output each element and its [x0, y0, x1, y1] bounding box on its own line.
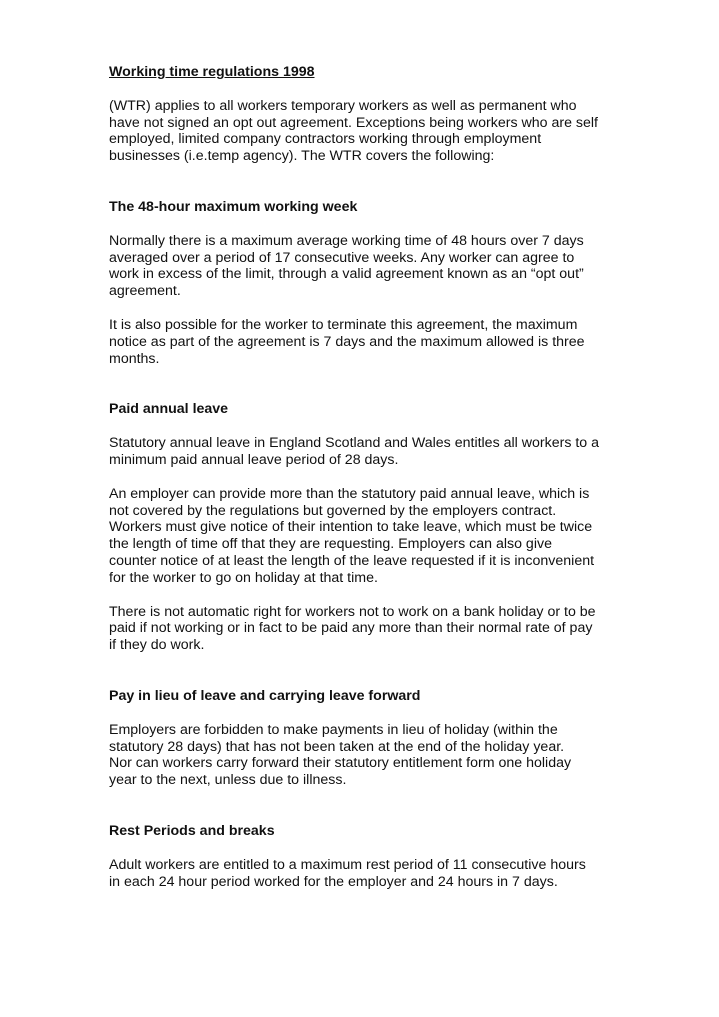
text-line: An employer can provide more than the statutory paid annual leave, which is	[109, 485, 590, 502]
text-line: notice as part of the agreement is 7 days and the maximum allowed is three	[109, 333, 585, 350]
intro-paragraph	[109, 98, 709, 165]
text-line: Employers are forbidden to make payments in lieu of holiday (within the	[109, 721, 558, 738]
text-line: Workers must give notice of their intention to take leave, which must be twice	[109, 519, 593, 536]
section-paragraph	[109, 233, 709, 300]
text-line: There is not automatic right for workers not to work on a bank holiday or to be	[109, 603, 596, 620]
spacer	[109, 300, 709, 317]
text-line: Normally there is a maximum average working time of 48 hours over 7 days	[109, 232, 584, 249]
section-heading-paid-annual-leave: Paid annual leave	[109, 401, 229, 418]
text-line: Statutory annual leave in England Scotland and Wales entitles all workers to a	[109, 435, 600, 452]
section-paragraph	[109, 317, 709, 367]
section-paragraph	[109, 486, 709, 587]
text-line: counter notice of at least the length of the leave requested if it is inconvenient	[109, 552, 595, 569]
spacer	[109, 587, 709, 604]
spacer	[109, 789, 709, 823]
text-line: Nor can workers carry forward their statutory entitlement form one holiday	[109, 755, 572, 772]
spacer	[109, 469, 709, 486]
text-line: (WTR) applies to all workers temporary workers as well as permanent who	[109, 97, 577, 114]
spacer	[109, 81, 709, 98]
text-line: months.	[109, 350, 160, 367]
spacer	[109, 216, 709, 233]
section-heading-rest-periods: Rest Periods and breaks	[109, 822, 275, 839]
spacer	[109, 840, 709, 857]
text-line: if they do work.	[109, 637, 205, 654]
text-line: not covered by the regulations but governed by the employers contract.	[109, 502, 557, 519]
text-line: statutory 28 days) that has not been taken at the end of the holiday year.	[109, 738, 565, 755]
text-line: paid if not working or in fact to be paid any more than their normal rate of pay	[109, 620, 593, 637]
text-line: It is also possible for the worker to terminate this agreement, the maximum	[109, 316, 578, 333]
text-line: businesses (i.e.temp agency). The WTR covers the following:	[109, 148, 495, 165]
text-line: Adult workers are entitled to a maximum rest period of 11 consecutive hours	[109, 856, 586, 873]
text-line: averaged over a period of 17 consecutive weeks. Any worker can agree to	[109, 249, 575, 266]
section-paragraph	[109, 857, 709, 891]
document-title: Working time regulations 1998	[109, 64, 315, 80]
text-line: employed, limited company contractors working through employment	[109, 131, 542, 148]
section-paragraph	[109, 604, 709, 654]
text-line: minimum paid annual leave period of 28 days.	[109, 451, 399, 468]
section-paragraph	[109, 435, 709, 469]
section-heading-48-hour-week: The 48-hour maximum working week	[109, 198, 358, 215]
text-line: in each 24 hour period worked for the employer and 24 hours in 7 days.	[109, 873, 558, 890]
text-line: the length of time off that they are requesting. Employers can also give	[109, 536, 552, 553]
text-line: year to the next, unless due to illness.	[109, 772, 347, 789]
document-page	[109, 64, 709, 890]
section-paragraph	[109, 722, 709, 789]
spacer	[109, 367, 709, 401]
text-line: have not signed an opt out agreement. Exceptions being workers who are self	[109, 114, 598, 131]
text-line: agreement.	[109, 283, 181, 300]
spacer	[109, 165, 709, 199]
spacer	[109, 418, 709, 435]
spacer	[109, 654, 709, 688]
text-line: for the worker to go on holiday at that time.	[109, 569, 378, 586]
section-heading-pay-in-lieu: Pay in lieu of leave and carrying leave forward	[109, 687, 421, 704]
spacer	[109, 705, 709, 722]
text-line: work in excess of the limit, through a valid agreement known as an “opt out”	[109, 266, 584, 283]
